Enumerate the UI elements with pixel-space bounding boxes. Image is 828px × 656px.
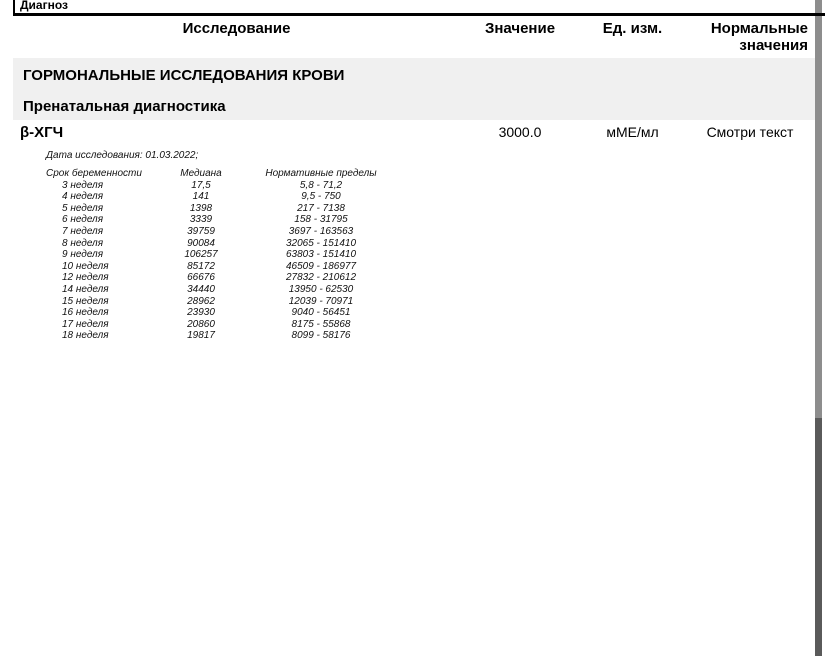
section-band: [13, 58, 815, 120]
reference-row: 5 неделя 1398 217 - 7138: [62, 202, 345, 214]
reference-row: 16 неделя 23930 9040 - 56451: [62, 307, 351, 319]
reference-column-median: Медиана: [180, 168, 222, 179]
reference-row: 9 неделя 106257 63803 - 151410: [62, 249, 357, 261]
reference-column-week: Срок беременности: [46, 168, 142, 179]
test-name: β-ХГЧ: [20, 124, 64, 141]
reference-row: 10 неделя 85172 46509 - 186977: [62, 260, 357, 272]
results-table-header: [13, 18, 815, 54]
test-details: [46, 150, 815, 342]
subsection-title: Пренатальная диагностика: [23, 98, 226, 115]
column-header-normal: [685, 18, 815, 54]
reference-row: 4 неделя 141 9,5 - 750: [62, 191, 341, 203]
reference-row: 3 неделя 17,5 5,8 - 71,2: [62, 179, 343, 191]
report-content: [13, 18, 815, 342]
column-header-study: Исследование: [182, 20, 291, 37]
column-header-unit: Ед. изм.: [602, 20, 663, 37]
reference-row: 6 неделя 3339 158 - 31795: [62, 214, 348, 226]
section-title: ГОРМОНАЛЬНЫЕ ИССЛЕДОВАНИЯ КРОВИ: [23, 67, 345, 84]
reference-row: 17 неделя 20860 8175 - 55868: [62, 318, 351, 330]
reference-table: [46, 168, 396, 342]
diagnosis-field[interactable]: [13, 0, 825, 13]
test-result-row: [13, 124, 815, 141]
reference-row: 12 неделя 66676 27832 - 210612: [62, 272, 357, 284]
test-unit: мМЕ/мл: [606, 124, 659, 140]
vertical-scrollbar[interactable]: [815, 0, 822, 656]
reference-column-range: Нормативные пределы: [265, 168, 377, 179]
column-header-value: Значение: [484, 20, 556, 37]
test-normal-value: Смотри текст: [706, 124, 794, 140]
reference-row: 14 неделя 34440 13950 - 62530: [62, 283, 354, 295]
column-header-normal-text: Нормальные значения: [710, 20, 808, 54]
reference-row: 7 неделя 39759 3697 - 163563: [62, 225, 354, 237]
reference-row: 8 неделя 90084 32065 - 151410: [62, 237, 357, 249]
study-date: Дата исследования: 01.03.2022;: [46, 150, 199, 161]
diagnosis-field-label: Диагноз: [20, 0, 68, 12]
reference-row: 18 неделя 19817 8099 - 58176: [62, 330, 351, 342]
top-divider: [13, 13, 825, 16]
reference-row: 15 неделя 28962 12039 - 70971: [62, 295, 354, 307]
test-value: 3000.0: [498, 124, 542, 140]
scrollbar-thumb[interactable]: [815, 0, 822, 418]
reference-table-header-row: [46, 168, 396, 180]
